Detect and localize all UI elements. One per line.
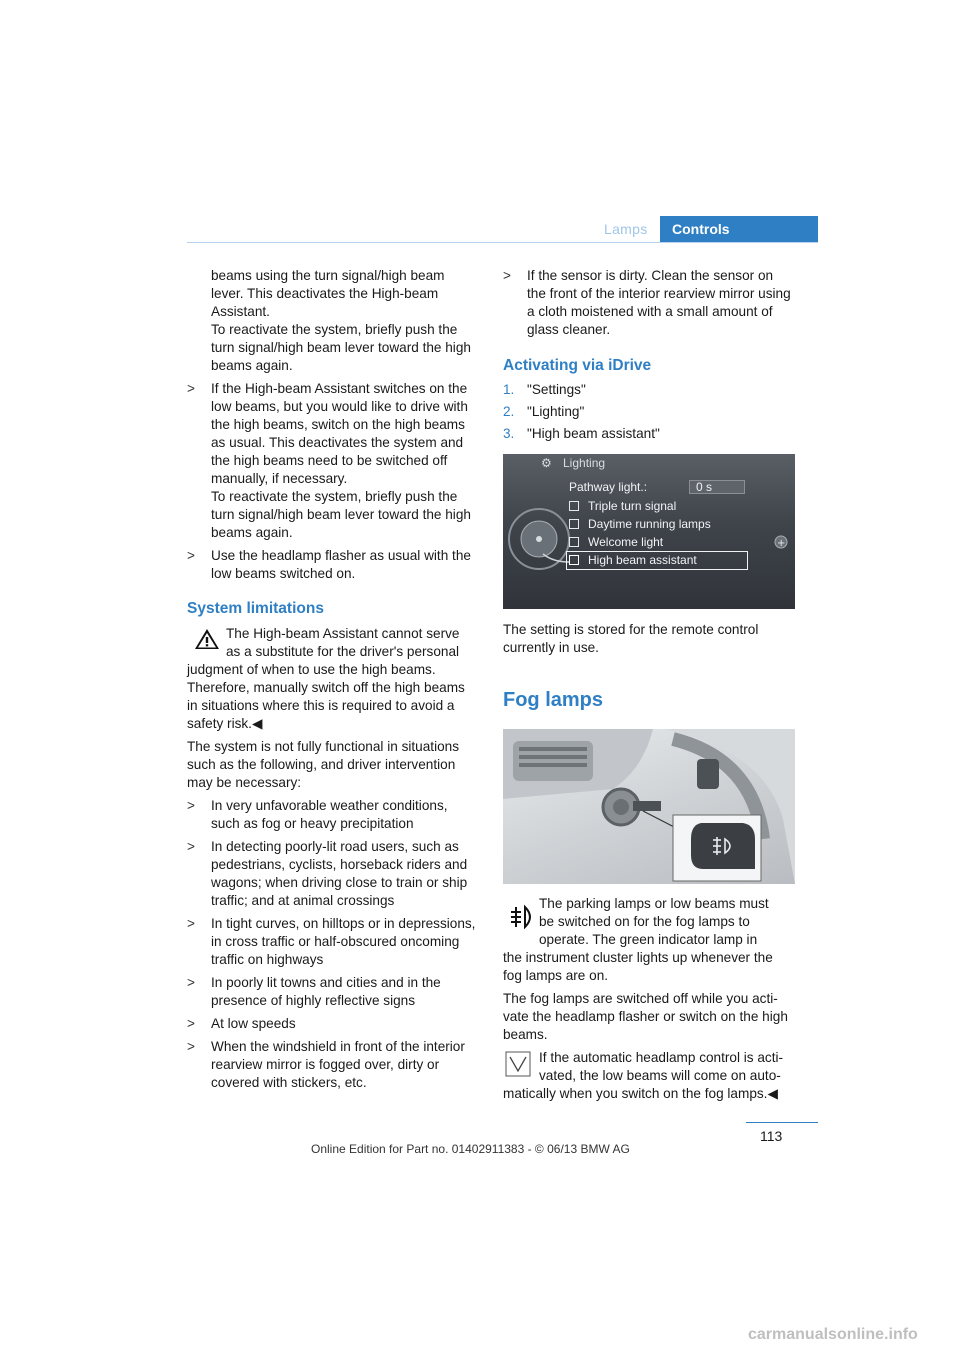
list-item: [503, 267, 803, 339]
text-line: Therefore, manually switch off the high beams: [187, 680, 465, 695]
list-item: [187, 915, 482, 969]
text-line: traffic on highways: [211, 952, 324, 967]
text-line: In poorly lit towns and cities and in the: [211, 975, 441, 990]
text-line: wagons; when driving close to train or ship: [211, 875, 468, 890]
step-text: "High beam assistant": [527, 426, 660, 441]
text-line: At low speeds: [211, 1016, 296, 1031]
warning-block: [187, 625, 482, 733]
screen-title: Lighting: [563, 456, 606, 470]
text-line: judgment of when to use the high beams.: [187, 662, 436, 677]
header-chapter-label: Controls: [672, 221, 730, 237]
menu-item-label: Welcome light: [588, 535, 664, 549]
bullet-marker: >: [187, 975, 195, 990]
fog-lamp-indicator-icon: [507, 903, 537, 931]
checkbox-icon: [569, 501, 579, 511]
text-line: beams using the turn signal/high beam: [211, 268, 445, 283]
text-line: traffic; and at animal crossings: [211, 893, 395, 908]
text-line: covered with stickers, etc.: [211, 1075, 367, 1090]
bullet-marker: >: [187, 1039, 195, 1054]
text-line: In tight curves, on hilltops or in depressions,: [211, 916, 476, 931]
header-section-label: Lamps: [604, 221, 648, 237]
list-item: [187, 1038, 482, 1092]
right-column: [503, 267, 803, 443]
text-line: such as the following, and driver intervention: [187, 757, 456, 772]
section-heading: Activating via iDrive: [503, 357, 652, 374]
list-item: [187, 974, 482, 1010]
text-line: In very unfavorable weather conditions,: [211, 798, 448, 813]
section-heading: System limitations: [187, 600, 324, 617]
text-line: Assistant.: [211, 304, 270, 319]
pathway-label: Pathway light.:: [569, 480, 648, 494]
list-item: [503, 403, 803, 421]
text-line: as a substitute for the driver's personal: [226, 644, 460, 659]
menu-item-label: Daytime running lamps: [588, 517, 711, 531]
step-text: "Lighting": [527, 404, 585, 419]
text-line: the high beams, switch on the high beams: [211, 417, 465, 432]
step-number: 2.: [503, 404, 515, 419]
text-line: the front of the interior rearview mirror using: [527, 286, 791, 301]
menu-item-label: High beam assistant: [588, 553, 697, 567]
text-line: When the windshield in front of the interior: [211, 1039, 465, 1054]
menu-item-label: Triple turn signal: [588, 499, 677, 513]
text-line: The system is not fully functional in situations: [187, 739, 460, 754]
list-item: [503, 381, 803, 399]
text-line: beams again.: [211, 525, 293, 540]
header-chapter-tab: [660, 216, 818, 243]
text-line: rearview mirror is fogged over, dirty or: [211, 1057, 440, 1072]
text-line: pedestrians, cyclists, horseback riders and: [211, 857, 468, 872]
footer-rule: [746, 1122, 818, 1123]
steps-list: [503, 381, 803, 443]
intro-paragraph: [187, 267, 482, 375]
warning-triangle-icon: [194, 628, 220, 650]
list-item: [187, 838, 482, 910]
edition-line: Online Edition for Part no. 01402911383 - © 06/13 BMW AG: [311, 1142, 630, 1156]
text-line: vate the headlamp flasher or switch on the high: [503, 1009, 788, 1024]
bullet-marker: >: [187, 1016, 195, 1031]
list-item: [187, 1015, 482, 1033]
text-line: turn signal/high beam lever toward the high: [211, 340, 471, 355]
text-line: matically when you switch on the fog lamps.◀: [503, 1086, 778, 1101]
header-rule: [187, 242, 818, 243]
text-line: vated, the low beams will come on auto-: [539, 1068, 781, 1083]
svg-text:+: +: [777, 538, 786, 549]
list-item: [187, 797, 482, 833]
note-block: [503, 1049, 803, 1103]
list-item: [187, 547, 482, 583]
text-line: The parking lamps or low beams must: [539, 896, 769, 911]
text-line: The setting is stored for the remote control: [503, 622, 759, 637]
text-line: beams again.: [211, 358, 293, 373]
checkbox-icon: [569, 519, 579, 529]
text-line: To reactivate the system, briefly push the: [211, 322, 458, 337]
bullet-marker: >: [187, 548, 195, 563]
text-line: low beams switched on.: [211, 566, 356, 581]
menu-item: [569, 535, 663, 549]
text-line: presence of highly reflective signs: [211, 993, 416, 1008]
menu-item: [569, 517, 711, 531]
bullet-marker: >: [187, 916, 195, 931]
fog-intro: [503, 895, 803, 1103]
bullet-marker: >: [187, 381, 195, 396]
text-line: safety risk.◀: [187, 716, 263, 731]
selection-highlight: [566, 551, 748, 570]
text-line: If the High-beam Assistant switches on the: [211, 381, 468, 396]
left-column: [187, 267, 482, 1092]
text-line: currently in use.: [503, 640, 599, 655]
text-line: If the sensor is dirty. Clean the sensor on: [527, 268, 774, 283]
text-line: To reactivate the system, briefly push the: [211, 489, 458, 504]
list-item: [187, 380, 482, 542]
step-text: "Settings": [527, 382, 586, 397]
text-line: beams.: [503, 1027, 548, 1042]
text-line: turn signal/high beam lever toward the high: [211, 507, 471, 522]
text-line: operate. The green indicator lamp in: [539, 932, 758, 947]
text-line: fog lamps are on.: [503, 968, 609, 983]
menu-item: [569, 499, 676, 513]
dashboard-graphic: [503, 729, 795, 884]
text-line: the instrument cluster lights up whenever the: [503, 950, 773, 965]
fog-off-paragraph: [503, 990, 803, 1044]
text-line: be switched on for the fog lamps to: [539, 914, 750, 929]
text-line: In detecting poorly-lit road users, such as: [211, 839, 459, 854]
note-icon: [505, 1051, 531, 1077]
text-line: lever. This deactivates the High-beam: [211, 286, 439, 301]
text-line: If the automatic headlamp control is acti-: [539, 1050, 784, 1065]
fog-lamps-heading: Fog lamps: [503, 689, 604, 711]
text-line: glass cleaner.: [527, 322, 611, 337]
text-line: manually, if necessary.: [211, 471, 348, 486]
bullet-marker: >: [503, 268, 511, 283]
text-line: a cloth moistened with a small amount of: [527, 304, 773, 319]
bullet-marker: >: [187, 798, 195, 813]
text-line: in situations where this is required to avoid a: [187, 698, 455, 713]
limitations-intro: [187, 738, 482, 792]
idrive-screen-image: [503, 454, 795, 609]
pathway-value: 0 s: [689, 480, 745, 494]
step-number: 3.: [503, 426, 515, 441]
text-line: low beams, but you would like to drive with: [211, 399, 468, 414]
text-line: as usual. This deactivates the system and: [211, 435, 464, 450]
watermark: carmanualsonline.info: [748, 1326, 918, 1343]
text-line: may be necessary:: [187, 775, 302, 790]
text-line: Use the headlamp flasher as usual with the: [211, 548, 471, 563]
text-line: such as fog or heavy precipitation: [211, 816, 414, 831]
page-number: 113: [760, 1128, 783, 1144]
text-line: in cross traffic or half-obscured oncoming: [211, 934, 460, 949]
list-item: [503, 425, 803, 443]
text-line: The High-beam Assistant cannot serve: [226, 626, 460, 641]
gear-icon: ⚙: [541, 456, 552, 470]
bullet-marker: >: [187, 839, 195, 854]
text-line: The fog lamps are switched off while you acti-: [503, 991, 778, 1006]
checkbox-icon: [569, 537, 579, 547]
fog-lamp-switch-image: [503, 729, 795, 884]
text-line: the high beams need to be switched off: [211, 453, 448, 468]
stored-note: [503, 621, 803, 657]
controller-graphic: [503, 454, 795, 609]
step-number: 1.: [503, 382, 515, 397]
